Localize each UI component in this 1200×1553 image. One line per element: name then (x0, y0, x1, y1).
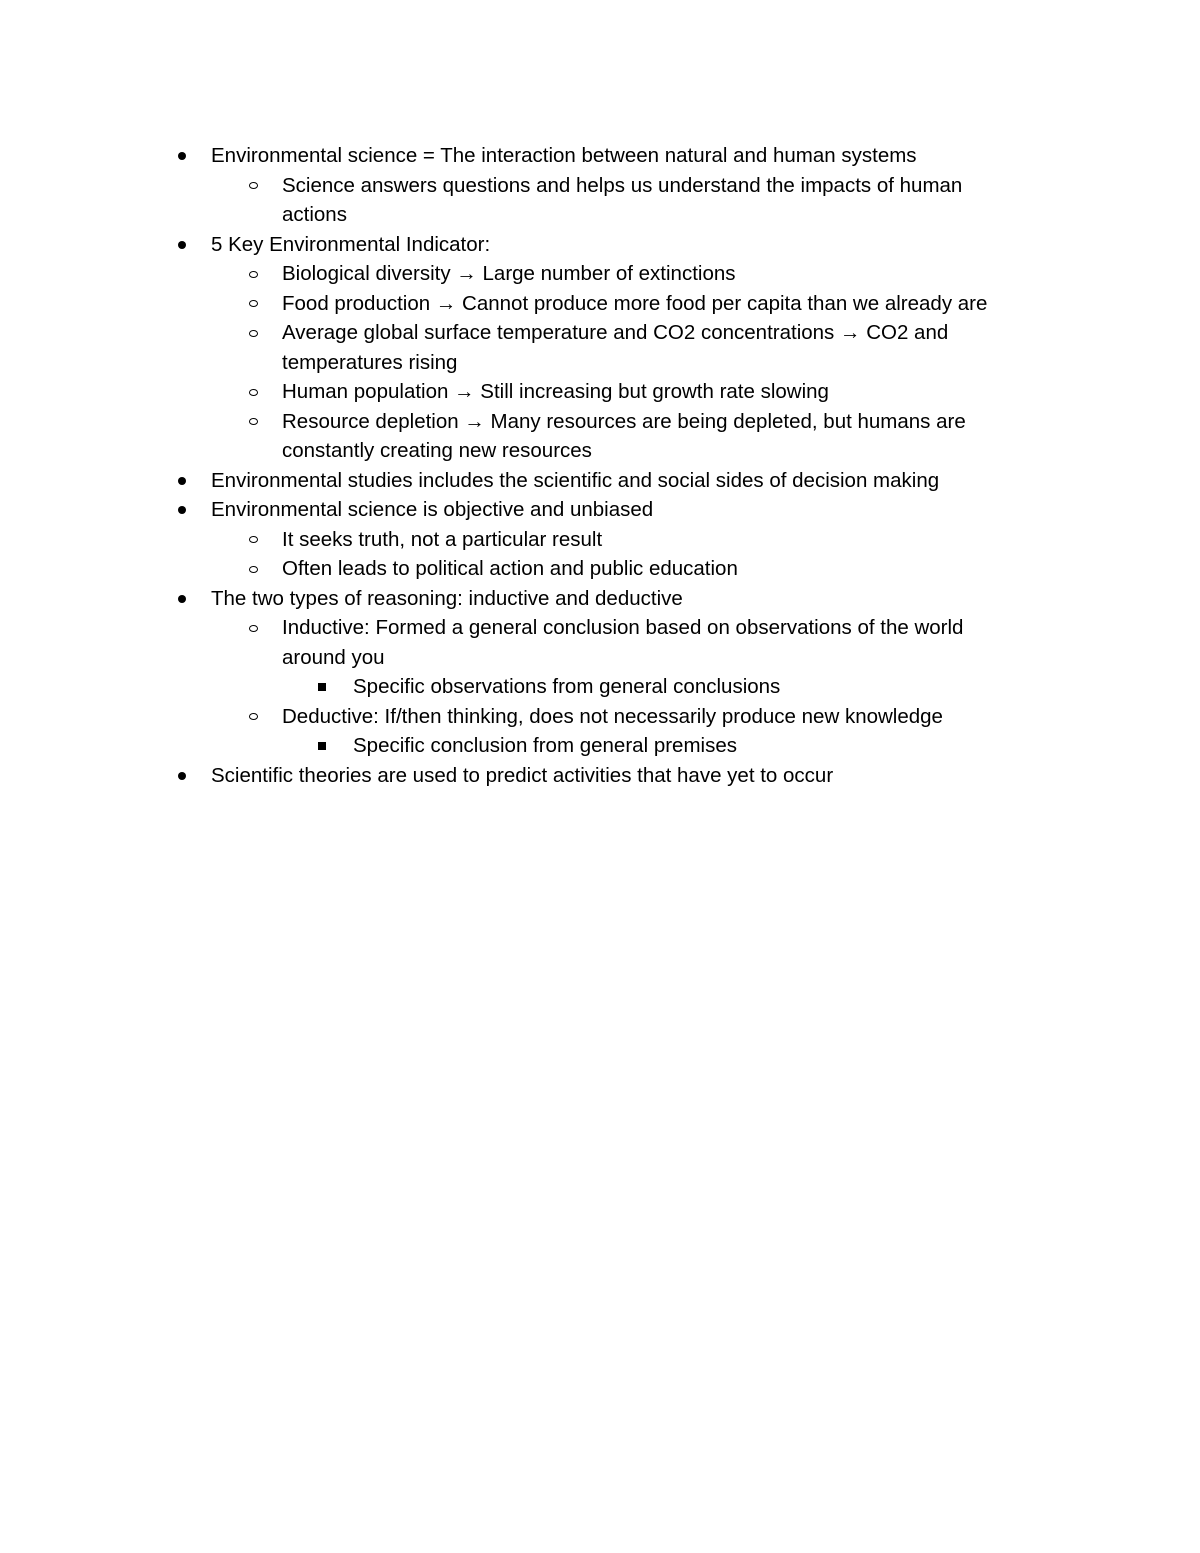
list-item-text: Often leads to political action and public education (282, 557, 738, 580)
circle-bullet-icon (249, 625, 258, 632)
disc-bullet-icon (178, 595, 186, 603)
list-item-text: The two types of reasoning: inductive and deductive (211, 586, 683, 610)
list-item-text: actions (282, 203, 347, 226)
circle-bullet-icon (249, 182, 258, 189)
circle-bullet-icon (249, 300, 258, 307)
list-item-text: Environmental science is objective and unbiased (211, 498, 654, 521)
list-item-text: Human population → Still increasing but growth rate slowing (282, 380, 829, 403)
disc-bullet-icon (178, 241, 186, 249)
circle-bullet-icon (249, 418, 258, 425)
disc-bullet-icon (178, 772, 186, 780)
circle-bullet-icon (249, 389, 258, 396)
circle-bullet-icon (249, 713, 258, 720)
disc-bullet-icon (178, 477, 186, 485)
list-item-text: constantly creating new resources (282, 439, 592, 462)
list-item-text: Food production → Cannot produce more food per capita than we already are (282, 291, 988, 315)
list-item-text: Biological diversity → Large number of extinctions (282, 262, 736, 285)
disc-bullet-icon (178, 506, 186, 514)
list-item-text: around you (282, 645, 385, 669)
square-bullet-icon (318, 742, 326, 750)
list-item-text: Environmental studies includes the scientific and social sides of decision making (211, 468, 940, 492)
list-item-text: 5 Key Environmental Indicator: (211, 232, 491, 256)
circle-bullet-icon (249, 566, 258, 573)
square-bullet-icon (318, 683, 326, 691)
list-item-text: Inductive: Formed a general conclusion based on observations of the world (282, 616, 964, 639)
circle-bullet-icon (249, 330, 258, 337)
circle-bullet-icon (249, 536, 258, 543)
list-item-text: Environmental science = The interaction between natural and human systems (211, 144, 917, 167)
list-item-text: Average global surface temperature and CO2 concentrations → CO2 and (282, 321, 949, 344)
list-item-text: Resource depletion → Many resources are being depleted, but humans are (282, 409, 966, 433)
disc-bullet-icon (178, 152, 186, 160)
list-item-text: Specific conclusion from general premises (353, 734, 737, 757)
list-item-text: Science answers questions and helps us understand the impacts of human (282, 173, 963, 197)
circle-bullet-icon (249, 271, 258, 278)
list-item-text: Specific observations from general conclusions (353, 675, 781, 698)
list-item-text: Scientific theories are used to predict activities that have yet to occur (211, 763, 834, 787)
list-item-text: temperatures rising (282, 350, 458, 374)
list-item-text: Deductive: If/then thinking, does not necessarily produce new knowledge (282, 704, 943, 728)
list-item-text: It seeks truth, not a particular result (282, 527, 603, 551)
